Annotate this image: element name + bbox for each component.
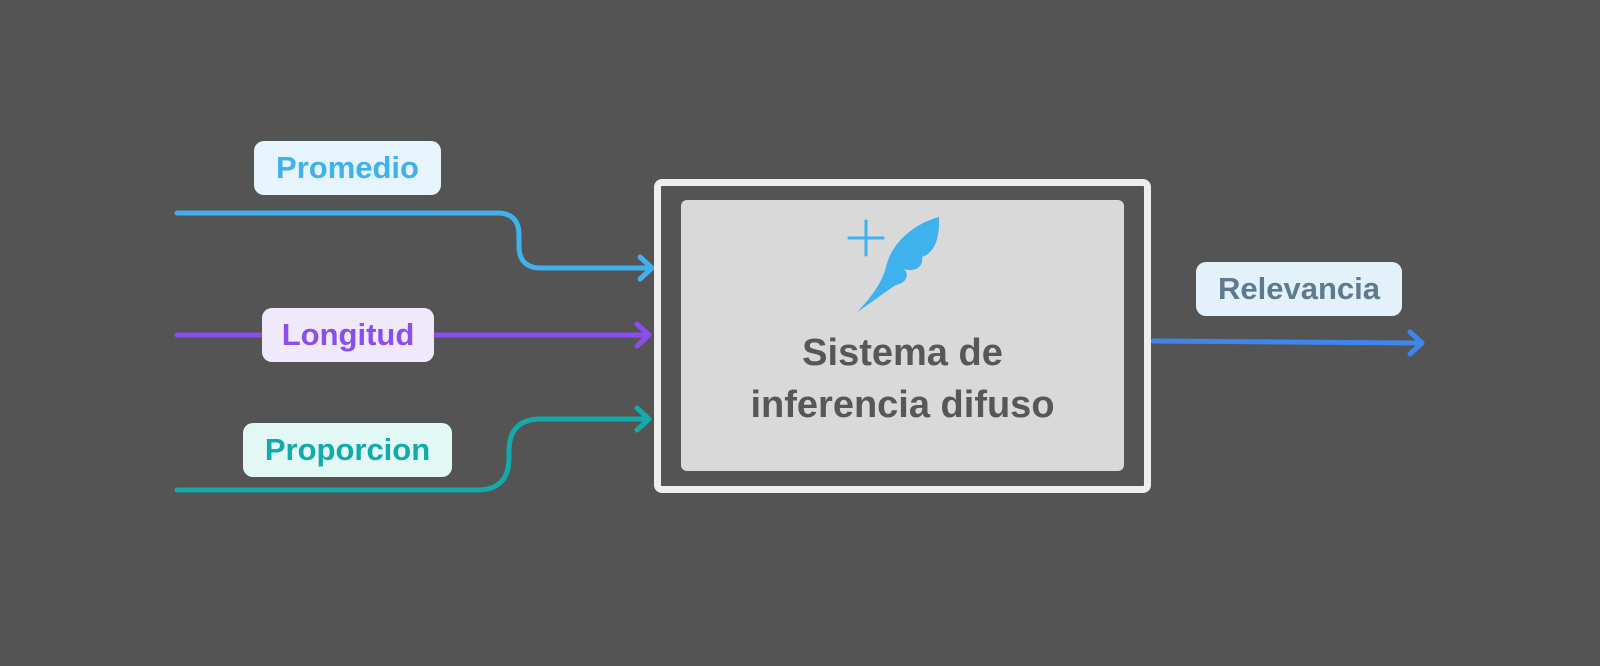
promedio-connector — [177, 213, 652, 268]
promedio-label: Promedio — [254, 141, 441, 195]
fuzzy-system-title-line1: Sistema de — [802, 332, 1003, 374]
relevancia-label: Relevancia — [1196, 262, 1402, 316]
longitud-label: Longitud — [262, 308, 434, 362]
relevancia-connector — [1153, 341, 1420, 343]
proporcion-label: Proporcion — [243, 423, 452, 477]
feather-plus-icon — [844, 213, 954, 315]
fuzzy-system-title-line2: inferencia difuso — [750, 384, 1055, 426]
fuzzy-system-title — [681, 327, 1124, 431]
